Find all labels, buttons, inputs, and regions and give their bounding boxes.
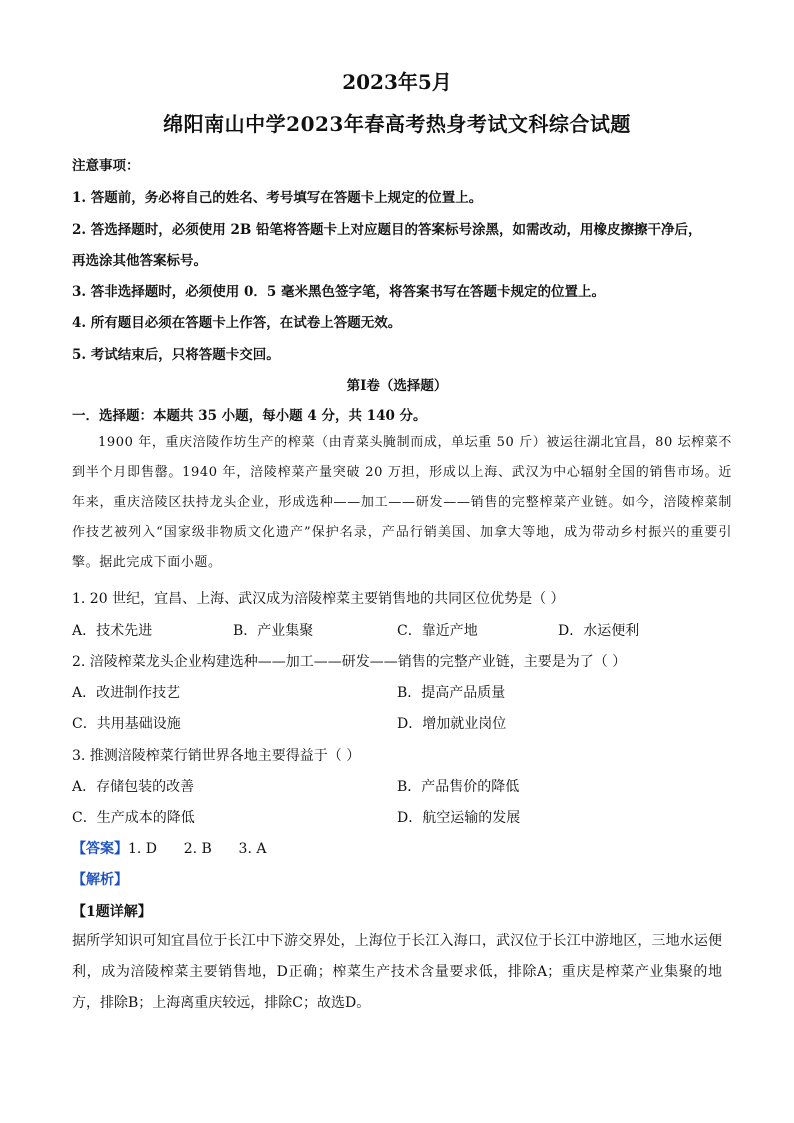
question-3-option-c: C．生产成本的降低 — [72, 810, 195, 826]
part-title: 一．选择题：本题共 35 小题，每小题 4 分，共 140 分。 — [72, 408, 427, 424]
answer-label: 【答案】 — [72, 841, 128, 857]
question-1-option-a: A．技术先进 — [72, 623, 153, 639]
question-3-option-b: B．产品售价的降低 — [397, 779, 520, 795]
question-1-option-d: D．水运便利 — [558, 623, 640, 639]
exam-date: 2023年5月 — [342, 70, 452, 94]
analysis-label: 【解析】 — [72, 872, 128, 888]
question-1-stem: 1. 20 世纪，宜昌、上海、武汉成为涪陵榨菜主要销售地的共同区位优势是（ ） — [72, 591, 565, 607]
analysis-detail-title: 【1题详解】 — [72, 904, 152, 920]
notice-item-2-line-2: 再选涂其他答案标号。 — [72, 253, 207, 269]
analysis-text: 据所学知识可知宜昌位于长江中下游交界处，上海位于长江入海口，武汉位于长江中游地区，三地水运便利，成为涪陵榨菜主要销售地，D正确；榨菜生产技术含量要求低，排除A；重庆是榨菜产业集聚的地方，排除B；上海离重庆较远，排除C；故选D。 — [72, 933, 722, 1011]
notice-item-5: 5. 考试结束后，只将答题卡交回。 — [72, 347, 280, 363]
question-2-option-c: C．共用基础设施 — [72, 716, 181, 732]
question-1-option-c: C．靠近产地 — [397, 623, 478, 639]
volume-title: 第Ⅰ卷（选择题） — [346, 378, 448, 394]
answer-row — [72, 838, 732, 858]
question-2-option-a: A．改进制作技艺 — [72, 685, 181, 701]
notice-heading: 注意事项： — [72, 158, 140, 174]
notice-item-4: 4. 所有题目必须在答题卡上作答，在试卷上答题无效。 — [72, 315, 402, 331]
exam-title: 绵阳南山中学2023年春高考热身考试文科综合试题 — [163, 112, 631, 136]
question-2-stem: 2. 涪陵榨菜龙头企业构建选种——加工——研发——销售的完整产业链，主要是为了（ ） — [72, 654, 627, 670]
notice-item-2-line-1: 2. 答选择题时，必须使用 2B 铅笔将答题卡上对应题目的答案标号涂黑，如需改动，用橡皮擦擦干净后， — [72, 222, 702, 238]
question-1-option-b: B．产业集聚 — [233, 623, 314, 639]
question-3-option-a: A．存储包装的改善 — [72, 779, 195, 795]
question-2-option-b: B．提高产品质量 — [397, 685, 506, 701]
question-3-option-d: D．航空运输的发展 — [397, 810, 521, 826]
question-2-option-d: D．增加就业岗位 — [397, 716, 507, 732]
answer-values: 1. D 2. B 3. A — [128, 841, 267, 857]
notice-item-1: 1. 答题前，务必将自己的姓名、考号填写在答题卡上规定的位置上。 — [72, 190, 483, 206]
reading-passage: 1900 年，重庆涪陵作坊生产的榨菜（由青菜头腌制而成，单坛重 50 斤）被运往湖北宜昌，80 坛榨菜不到半个月即售罄。1940 年，涪陵榨菜产量突破 20 万担，形成以上海、武汉为中心辐射全国的销售市场。近年来，重庆涪陵区扶持龙头企业，形成选种——加工——研发——销售的完整榨菜产业链。如今，涪陵榨菜制作技艺被列入“国家级非物质文化遗产”保护名录，产品行销美国、加拿大等地，成为带动乡村振兴的重要引擎。据此完成下面小题。 — [72, 435, 732, 570]
notice-item-3: 3. 答非选择题时，必须使用 0．5 毫米黑色签字笔，将答案书写在答题卡规定的位置上。 — [72, 284, 605, 300]
question-3-stem: 3. 推测涪陵榨菜行销世界各地主要得益于（ ） — [72, 748, 361, 764]
